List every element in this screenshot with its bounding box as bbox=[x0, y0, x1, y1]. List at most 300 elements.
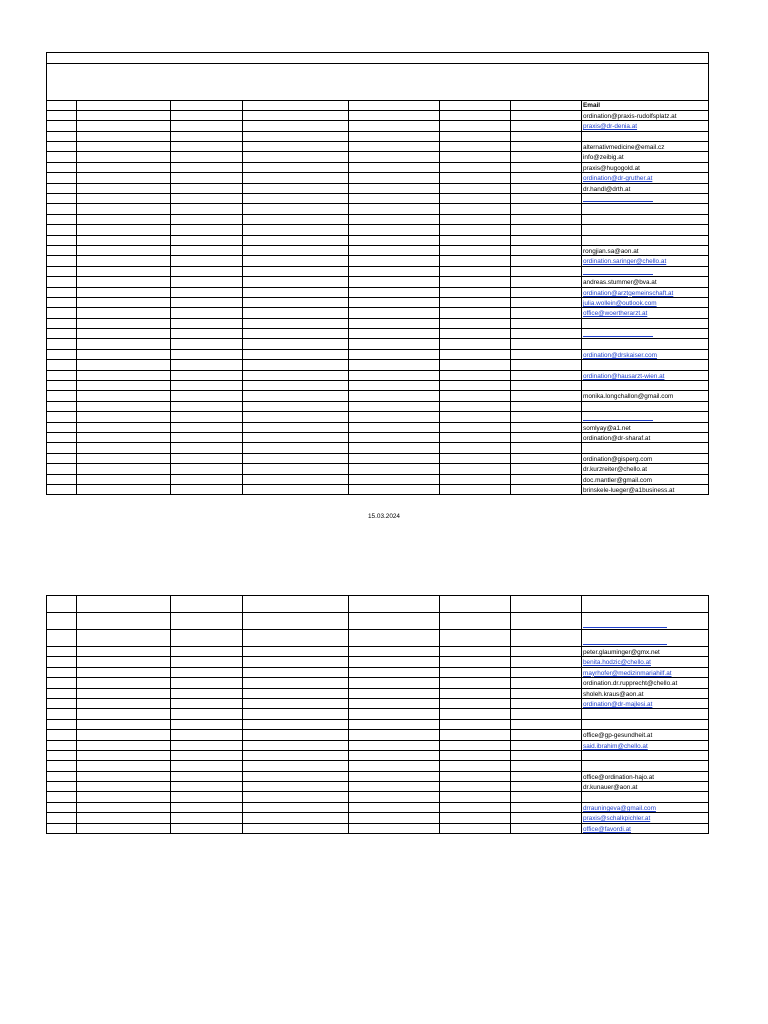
table-cell bbox=[511, 678, 582, 688]
table-cell bbox=[349, 204, 440, 214]
table-row bbox=[47, 750, 709, 760]
table-cell bbox=[171, 596, 243, 613]
table-cell bbox=[47, 792, 77, 802]
table-cell bbox=[77, 360, 171, 370]
table-cell bbox=[171, 308, 243, 318]
table-cell bbox=[440, 308, 511, 318]
table-cell bbox=[243, 761, 349, 771]
table-cell bbox=[243, 647, 349, 657]
table-cell bbox=[171, 443, 243, 453]
table-cell bbox=[349, 277, 440, 287]
table-cell bbox=[77, 370, 171, 380]
email-cell[interactable] bbox=[582, 412, 709, 422]
table-cell bbox=[511, 339, 582, 349]
table-cell bbox=[171, 391, 243, 401]
table-cell bbox=[171, 657, 243, 667]
table-row bbox=[47, 698, 709, 708]
table-cell bbox=[440, 719, 511, 729]
table-cell bbox=[440, 266, 511, 276]
table-cell bbox=[440, 225, 511, 235]
table-cell bbox=[440, 761, 511, 771]
table-cell bbox=[171, 142, 243, 152]
table-cell bbox=[171, 792, 243, 802]
email-cell[interactable]: praxis@dr-denia.at bbox=[582, 121, 709, 131]
table-row bbox=[47, 401, 709, 411]
table-cell bbox=[77, 453, 171, 463]
email-cell: ordination@gisperg.com bbox=[582, 453, 709, 463]
table-cell bbox=[440, 474, 511, 484]
email-cell[interactable]: praxis@schalkpichler.at bbox=[582, 813, 709, 823]
table-cell bbox=[47, 630, 77, 647]
table-cell bbox=[243, 214, 349, 224]
table-cell bbox=[77, 110, 171, 120]
table-cell bbox=[440, 802, 511, 812]
table-cell bbox=[511, 370, 582, 380]
table-cell bbox=[47, 121, 77, 131]
table-row bbox=[47, 173, 709, 183]
table-cell bbox=[349, 266, 440, 276]
table-cell bbox=[511, 183, 582, 193]
table-cell bbox=[243, 194, 349, 204]
email-cell: praxis@hugogold.at bbox=[582, 162, 709, 172]
table-cell bbox=[47, 297, 77, 307]
table-cell bbox=[171, 484, 243, 494]
table-cell bbox=[349, 152, 440, 162]
table-cell bbox=[77, 245, 171, 255]
table-cell bbox=[511, 152, 582, 162]
table-cell bbox=[171, 678, 243, 688]
table-cell bbox=[349, 245, 440, 255]
table-cell bbox=[77, 688, 171, 698]
table-cell bbox=[171, 277, 243, 287]
table-cell bbox=[77, 194, 171, 204]
table-cell bbox=[77, 613, 171, 630]
table-cell bbox=[243, 630, 349, 647]
table-cell bbox=[171, 647, 243, 657]
table-cell bbox=[440, 329, 511, 339]
table-cell bbox=[440, 204, 511, 214]
table-cell bbox=[349, 225, 440, 235]
table-cell bbox=[47, 318, 77, 328]
table-row bbox=[47, 256, 709, 266]
table-row bbox=[47, 162, 709, 172]
table-cell bbox=[47, 678, 77, 688]
table-cell bbox=[77, 464, 171, 474]
table-cell bbox=[511, 110, 582, 120]
table-row bbox=[47, 709, 709, 719]
table-cell bbox=[440, 214, 511, 224]
table-cell bbox=[511, 318, 582, 328]
table-cell bbox=[47, 613, 77, 630]
table-title-block bbox=[47, 63, 709, 100]
table-cell bbox=[349, 194, 440, 204]
table-cell bbox=[77, 647, 171, 657]
email-cell[interactable] bbox=[582, 329, 709, 339]
table-cell bbox=[440, 401, 511, 411]
table-cell bbox=[77, 391, 171, 401]
table-cell bbox=[47, 142, 77, 152]
table-cell bbox=[349, 433, 440, 443]
table-cell bbox=[47, 162, 77, 172]
table-cell bbox=[47, 339, 77, 349]
table-cell bbox=[440, 422, 511, 432]
table-cell bbox=[349, 813, 440, 823]
table-cell bbox=[440, 453, 511, 463]
table-cell bbox=[511, 792, 582, 802]
table-cell bbox=[243, 412, 349, 422]
table-cell bbox=[77, 657, 171, 667]
table-cell bbox=[171, 214, 243, 224]
table-cell bbox=[349, 370, 440, 380]
table-cell bbox=[511, 162, 582, 172]
table-row bbox=[47, 110, 709, 120]
table-cell bbox=[243, 225, 349, 235]
table-cell bbox=[349, 750, 440, 760]
table-cell bbox=[47, 110, 77, 120]
table-cell bbox=[47, 453, 77, 463]
email-cell[interactable]: ordination@drskaiser.com bbox=[582, 349, 709, 359]
table-cell bbox=[77, 698, 171, 708]
table-cell bbox=[349, 287, 440, 297]
table-cell bbox=[349, 329, 440, 339]
table-cell bbox=[440, 173, 511, 183]
table-cell bbox=[511, 329, 582, 339]
table-cell bbox=[349, 802, 440, 812]
email-cell[interactable]: ordination@hausarzt-wien.at bbox=[582, 370, 709, 380]
table-row bbox=[47, 245, 709, 255]
table-cell bbox=[440, 245, 511, 255]
email-cell[interactable] bbox=[582, 266, 709, 276]
table-cell bbox=[243, 266, 349, 276]
table-row bbox=[47, 266, 709, 276]
table-cell bbox=[440, 782, 511, 792]
table-cell bbox=[77, 761, 171, 771]
table-cell bbox=[349, 318, 440, 328]
table-cell bbox=[511, 782, 582, 792]
table-cell bbox=[511, 740, 582, 750]
table-row bbox=[47, 761, 709, 771]
table-cell bbox=[511, 204, 582, 214]
table-cell bbox=[243, 474, 349, 484]
table-cell bbox=[243, 823, 349, 833]
table-row bbox=[47, 183, 709, 193]
table-cell bbox=[349, 401, 440, 411]
table-cell bbox=[243, 339, 349, 349]
table-cell bbox=[243, 782, 349, 792]
table-cell bbox=[349, 657, 440, 667]
table-cell bbox=[77, 782, 171, 792]
table-cell bbox=[511, 225, 582, 235]
table-cell bbox=[171, 422, 243, 432]
table-row bbox=[47, 802, 709, 812]
table-cell bbox=[243, 698, 349, 708]
table-cell bbox=[511, 297, 582, 307]
table-cell bbox=[47, 360, 77, 370]
table-cell bbox=[440, 750, 511, 760]
table-cell bbox=[349, 771, 440, 781]
table-cell bbox=[349, 173, 440, 183]
table-cell bbox=[47, 802, 77, 812]
email-cell[interactable]: benita.hodzic@chello.at bbox=[582, 657, 709, 667]
table-cell bbox=[440, 596, 511, 613]
table-row bbox=[47, 308, 709, 318]
table-cell bbox=[243, 391, 349, 401]
table-cell bbox=[171, 194, 243, 204]
table-cell bbox=[511, 277, 582, 287]
table-cell bbox=[243, 596, 349, 613]
email-cell[interactable]: drrauningeva@gmail.com bbox=[582, 802, 709, 812]
table-cell bbox=[47, 308, 77, 318]
table-cell bbox=[77, 225, 171, 235]
table-cell bbox=[77, 214, 171, 224]
table-cell bbox=[243, 329, 349, 339]
table-row bbox=[47, 688, 709, 698]
table-cell bbox=[440, 287, 511, 297]
table-cell bbox=[171, 730, 243, 740]
table-cell bbox=[511, 802, 582, 812]
table-cell bbox=[243, 740, 349, 750]
table-cell bbox=[243, 453, 349, 463]
table-cell bbox=[171, 131, 243, 141]
table-cell bbox=[511, 464, 582, 474]
table-cell bbox=[440, 613, 511, 630]
email-cell[interactable]: ordination@dr-gruther.at bbox=[582, 173, 709, 183]
table-cell bbox=[47, 771, 77, 781]
email-cell[interactable] bbox=[582, 613, 709, 630]
table-cell bbox=[47, 131, 77, 141]
table-cell bbox=[47, 381, 77, 391]
email-cell bbox=[582, 401, 709, 411]
table-row bbox=[47, 433, 709, 443]
table-row bbox=[47, 422, 709, 432]
table-cell bbox=[171, 173, 243, 183]
table-cell bbox=[243, 464, 349, 474]
table-cell bbox=[47, 782, 77, 792]
table-cell bbox=[511, 813, 582, 823]
email-cell bbox=[582, 596, 709, 613]
table-cell bbox=[77, 771, 171, 781]
table-cell bbox=[511, 121, 582, 131]
table-cell bbox=[77, 183, 171, 193]
email-cell: dr.kunauer@aon.at bbox=[582, 782, 709, 792]
table-cell bbox=[243, 719, 349, 729]
email-cell bbox=[582, 131, 709, 141]
email-cell bbox=[582, 381, 709, 391]
table-row bbox=[47, 318, 709, 328]
table-cell bbox=[349, 443, 440, 453]
email-cell[interactable]: mayrhofer@medizinmariahilf.at bbox=[582, 667, 709, 677]
table-row bbox=[47, 339, 709, 349]
table-cell bbox=[440, 730, 511, 740]
table-cell bbox=[511, 214, 582, 224]
email-cell[interactable]: ordination@arztgemeinschaft.at bbox=[582, 287, 709, 297]
email-cell: sholeh.kraus@aon.at bbox=[582, 688, 709, 698]
table-cell bbox=[511, 349, 582, 359]
table-cell bbox=[243, 173, 349, 183]
table-cell bbox=[47, 596, 77, 613]
table-cell bbox=[511, 308, 582, 318]
table-cell bbox=[77, 630, 171, 647]
table-cell bbox=[511, 412, 582, 422]
email-cell[interactable]: ordination@dr-majlesi.at bbox=[582, 698, 709, 708]
table-cell bbox=[47, 183, 77, 193]
table-row bbox=[47, 287, 709, 297]
email-cell[interactable]: office@woertherarzt.at bbox=[582, 308, 709, 318]
table-cell bbox=[243, 277, 349, 287]
table-cell bbox=[243, 349, 349, 359]
email-column-header: Email bbox=[582, 100, 709, 110]
table-cell bbox=[440, 339, 511, 349]
email-cell: office@ordination-hajo.at bbox=[582, 771, 709, 781]
table-cell bbox=[511, 433, 582, 443]
table-cell bbox=[47, 401, 77, 411]
table-row bbox=[47, 823, 709, 833]
table-cell bbox=[47, 266, 77, 276]
table-cell bbox=[440, 647, 511, 657]
table-cell bbox=[440, 277, 511, 287]
table-cell bbox=[47, 277, 77, 287]
table-cell bbox=[243, 381, 349, 391]
table-cell bbox=[77, 422, 171, 432]
table-cell bbox=[47, 667, 77, 677]
table-row bbox=[47, 443, 709, 453]
table-cell bbox=[349, 678, 440, 688]
table-cell bbox=[77, 131, 171, 141]
table-cell bbox=[77, 329, 171, 339]
table-cell bbox=[77, 792, 171, 802]
email-cell: office@gp-gesundheit.at bbox=[582, 730, 709, 740]
table-cell bbox=[440, 688, 511, 698]
email-cell bbox=[582, 750, 709, 760]
table-cell bbox=[349, 391, 440, 401]
email-cell[interactable]: office@favordi.at bbox=[582, 823, 709, 833]
table-cell bbox=[171, 287, 243, 297]
table-cell bbox=[77, 235, 171, 245]
table-row bbox=[47, 771, 709, 781]
table-cell bbox=[440, 194, 511, 204]
table-cell bbox=[349, 131, 440, 141]
email-cell bbox=[582, 719, 709, 729]
email-cell[interactable]: said.ibrahim@chello.at bbox=[582, 740, 709, 750]
table-row bbox=[47, 782, 709, 792]
table-cell bbox=[243, 401, 349, 411]
table-cell bbox=[77, 339, 171, 349]
table-cell bbox=[349, 453, 440, 463]
table-cell bbox=[243, 688, 349, 698]
table-cell bbox=[243, 287, 349, 297]
table-cell bbox=[171, 349, 243, 359]
email-cell[interactable] bbox=[582, 630, 709, 647]
table-cell bbox=[440, 391, 511, 401]
table-cell bbox=[511, 173, 582, 183]
table-row bbox=[47, 453, 709, 463]
table-cell bbox=[440, 152, 511, 162]
table-cell bbox=[349, 381, 440, 391]
table-cell bbox=[511, 688, 582, 698]
email-cell: peter.glauminger@gmx.net bbox=[582, 647, 709, 657]
table-cell bbox=[243, 613, 349, 630]
table-cell bbox=[47, 709, 77, 719]
table-row bbox=[47, 667, 709, 677]
table-cell bbox=[440, 740, 511, 750]
table-cell bbox=[171, 235, 243, 245]
table-cell bbox=[243, 245, 349, 255]
table-cell bbox=[171, 370, 243, 380]
table-cell bbox=[511, 422, 582, 432]
table-cell bbox=[440, 771, 511, 781]
table-cell bbox=[171, 318, 243, 328]
table-cell bbox=[243, 750, 349, 760]
email-cell bbox=[582, 339, 709, 349]
table-cell bbox=[349, 308, 440, 318]
table-cell bbox=[77, 121, 171, 131]
table-cell bbox=[243, 308, 349, 318]
table-cell bbox=[440, 484, 511, 494]
email-cell bbox=[582, 235, 709, 245]
table-cell bbox=[171, 667, 243, 677]
table-row bbox=[47, 630, 709, 647]
table-title-row bbox=[47, 53, 709, 64]
table-cell bbox=[440, 813, 511, 823]
table-cell bbox=[171, 204, 243, 214]
table-cell bbox=[243, 204, 349, 214]
table-cell bbox=[243, 256, 349, 266]
table-cell bbox=[47, 698, 77, 708]
email-cell: monika.longchallon@gmail.com bbox=[582, 391, 709, 401]
table-cell bbox=[440, 162, 511, 172]
table-cell bbox=[171, 813, 243, 823]
table-cell bbox=[171, 761, 243, 771]
table-cell bbox=[171, 782, 243, 792]
table-cell bbox=[511, 730, 582, 740]
table-cell bbox=[171, 121, 243, 131]
table-cell bbox=[77, 740, 171, 750]
table-cell bbox=[440, 657, 511, 667]
table-row bbox=[47, 678, 709, 688]
table-cell bbox=[171, 453, 243, 463]
table-cell bbox=[171, 433, 243, 443]
table-cell bbox=[171, 256, 243, 266]
contact-table-bottom bbox=[46, 595, 709, 834]
table-cell bbox=[349, 464, 440, 474]
table-cell bbox=[77, 823, 171, 833]
table-cell bbox=[171, 719, 243, 729]
email-cell bbox=[582, 792, 709, 802]
email-cell bbox=[582, 709, 709, 719]
table-cell bbox=[243, 121, 349, 131]
table-cell bbox=[77, 750, 171, 760]
email-cell: ordination.dr.rupprecht@chello.at bbox=[582, 678, 709, 688]
table-cell bbox=[440, 110, 511, 120]
table-cell bbox=[171, 266, 243, 276]
table-cell bbox=[47, 370, 77, 380]
table-cell bbox=[77, 162, 171, 172]
table-cell bbox=[440, 121, 511, 131]
email-cell[interactable] bbox=[582, 194, 709, 204]
table-cell bbox=[349, 740, 440, 750]
table-cell bbox=[47, 173, 77, 183]
email-cell bbox=[582, 360, 709, 370]
email-cell[interactable]: julia.wollein@outlook.com bbox=[582, 297, 709, 307]
table-cell bbox=[243, 678, 349, 688]
table-cell bbox=[349, 214, 440, 224]
table-row bbox=[47, 381, 709, 391]
table-cell bbox=[511, 381, 582, 391]
table-cell bbox=[77, 142, 171, 152]
email-cell[interactable]: ordination.saringer@chello.at bbox=[582, 256, 709, 266]
email-cell: info@zeibig.at bbox=[582, 152, 709, 162]
table-cell bbox=[243, 131, 349, 141]
